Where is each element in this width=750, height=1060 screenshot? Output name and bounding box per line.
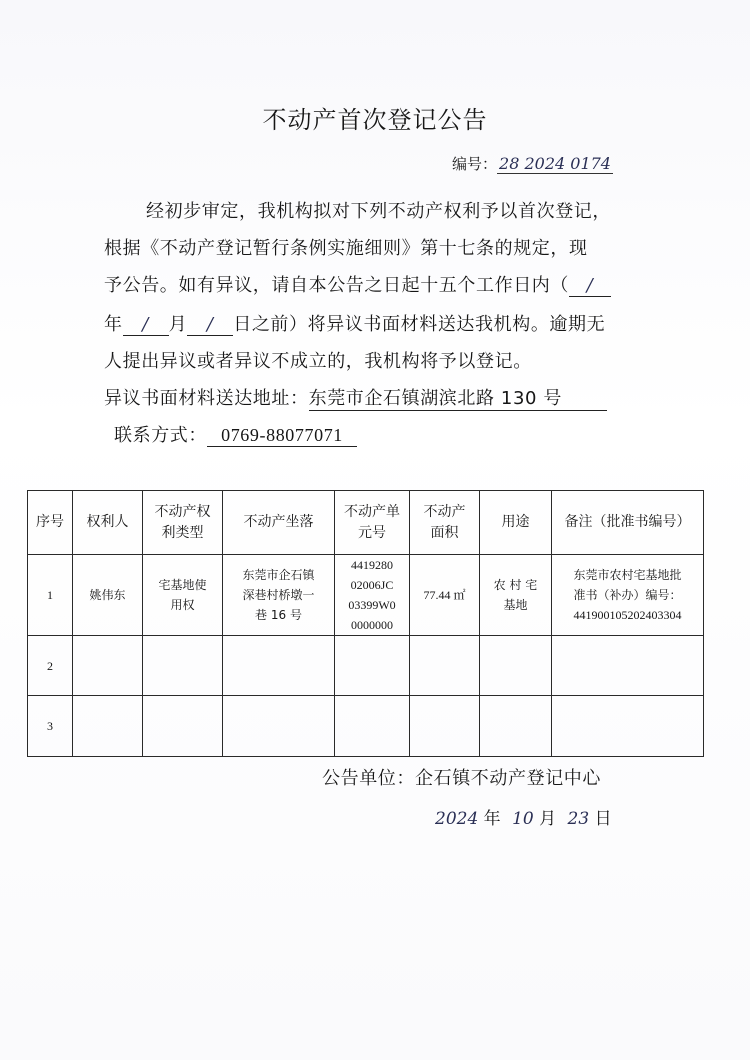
objection-address	[104, 384, 607, 411]
header-unit-number: 不动产单 元号	[335, 491, 410, 555]
row-use: 农 村 宅 基地	[480, 555, 552, 636]
date-month: 10	[512, 809, 534, 829]
header-location: 不动产坐落	[223, 491, 335, 555]
header-remark: 备注（批准书编号）	[552, 491, 704, 555]
empty-cell	[143, 696, 223, 757]
row-remark: 东莞市农村宅基地批 准书（补办）编号： 441900105202403304	[552, 555, 704, 636]
row-seq: 3	[28, 696, 73, 757]
notice-line-1: 经初步审定，我机构拟对下列不动产权利予以首次登记，	[146, 201, 611, 222]
row-area: 77.44 ㎡	[410, 555, 480, 636]
header-use: 用途	[480, 491, 552, 555]
contact-label: 联系方式：	[114, 425, 207, 446]
empty-cell	[480, 636, 552, 696]
year-label: 年	[104, 314, 123, 335]
empty-cell	[480, 696, 552, 757]
empty-cell	[410, 636, 480, 696]
row-holder: 姚伟东	[73, 555, 143, 636]
row-location: 东莞市企石镇 深巷村桥墩一 巷 16 号	[223, 555, 335, 636]
date-year: 2024	[435, 809, 479, 829]
serial-label: 编号：	[452, 155, 498, 173]
row-unit-number: 4419280 02006JC 03399W0 0000000	[335, 555, 410, 636]
empty-cell	[73, 696, 143, 757]
notice-line-5: 人提出异议或者异议不成立的，我机构将予以登记。	[104, 351, 532, 372]
row-seq: 1	[28, 555, 73, 636]
date-year-label: 年	[483, 809, 501, 829]
contact-value: 0769-88077071	[207, 425, 357, 447]
month-label: 月	[168, 314, 188, 335]
date-day-label: 日	[594, 809, 612, 829]
contact-info	[114, 421, 357, 447]
date-month-label: 月	[539, 809, 557, 829]
notice-line-2: 根据《不动产登记暂行条例实施细则》第十七条的规定，现	[104, 238, 588, 259]
serial-value: 28 2024 0174	[499, 154, 611, 173]
month-blank: /	[187, 314, 233, 336]
table-row	[28, 696, 704, 757]
header-holder: 权利人	[73, 491, 143, 555]
issuer-label: 公告单位：	[322, 768, 415, 789]
address-label: 异议书面材料送达地址：	[104, 388, 309, 409]
empty-cell	[410, 696, 480, 757]
year-blank: /	[123, 314, 169, 336]
registration-table	[27, 490, 704, 757]
issue-date	[435, 804, 612, 829]
header-area: 不动产 面积	[410, 491, 480, 555]
empty-cell	[223, 636, 335, 696]
empty-cell	[335, 636, 410, 696]
empty-cell	[223, 696, 335, 757]
empty-cell	[143, 636, 223, 696]
row-seq: 2	[28, 636, 73, 696]
row-right-type: 宅基地使 用权	[143, 555, 223, 636]
table-header-row	[28, 491, 704, 555]
serial-number	[452, 153, 613, 174]
header-right-type: 不动产权 利类型	[143, 491, 223, 555]
header-seq: 序号	[28, 491, 73, 555]
notice-line-4	[104, 310, 605, 336]
table-row	[28, 555, 704, 636]
document-title: 不动产首次登记公告	[262, 106, 488, 134]
issuing-unit	[322, 764, 601, 790]
empty-cell	[552, 636, 704, 696]
address-value: 东莞市企石镇湖滨北路 130 号	[309, 384, 607, 411]
notice-line-3	[104, 271, 611, 297]
notice-line-4-tail: 日之前）将异议书面材料送达我机构。逾期无	[233, 314, 606, 335]
date-day: 23	[567, 809, 590, 829]
notice-line-3-text: 予公告。如有异议，请自本公告之日起十五个工作日内（	[104, 275, 569, 296]
empty-cell	[552, 696, 704, 757]
empty-cell	[335, 696, 410, 757]
issuer-name: 企石镇不动产登记中心	[415, 768, 601, 789]
table-row	[28, 636, 704, 696]
empty-cell	[73, 636, 143, 696]
deadline-blank: /	[569, 275, 611, 297]
